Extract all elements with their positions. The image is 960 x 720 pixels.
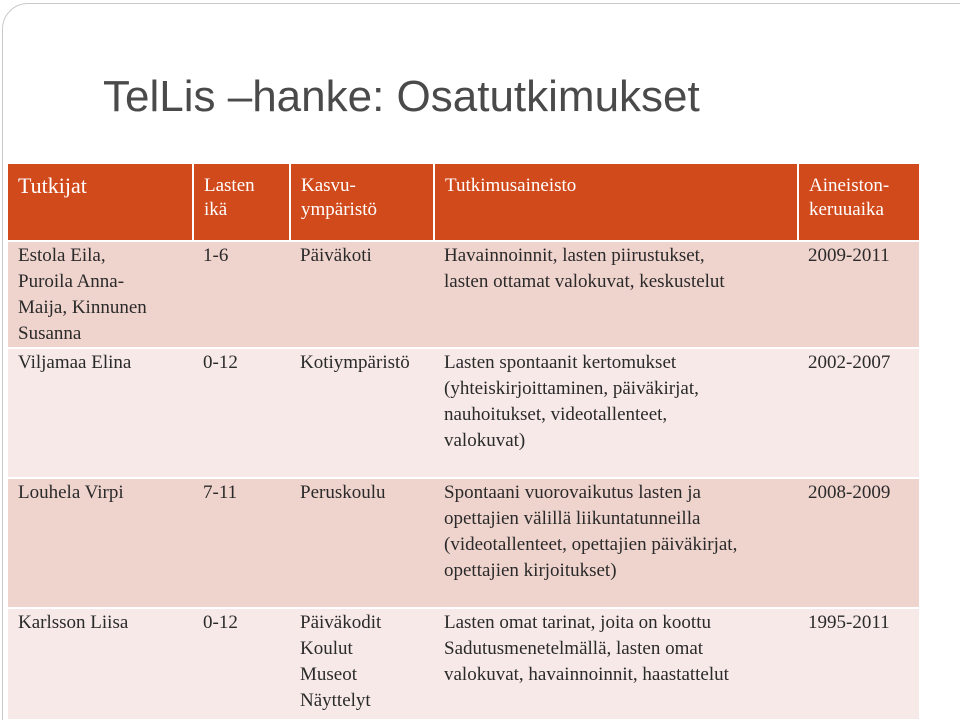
header-environment: Kasvu- ympäristö (290, 164, 434, 241)
cell-researchers: Estola Eila, Puroila Anna- Maija, Kinnunen Susanna (8, 241, 193, 348)
table-row (8, 478, 919, 608)
cell-environment: Peruskoulu (290, 478, 434, 608)
cell-age: 0-12 (193, 608, 290, 720)
cell-age: 1-6 (193, 241, 290, 348)
cell-material: Lasten omat tarinat, joita on koottu Sadutusmenetelmällä, lasten omat valokuvat, havainnoinnit, haastattelut (434, 608, 798, 720)
cell-age: 7-11 (193, 478, 290, 608)
cell-researchers: Louhela Virpi (8, 478, 193, 608)
table-header-row (8, 164, 919, 241)
cell-researchers: Karlsson Liisa (8, 608, 193, 720)
cell-environment: Päiväkodit Koulut Museot Näyttelyt (290, 608, 434, 720)
cell-age: 0-12 (193, 348, 290, 478)
cell-environment: Kotiympäristö (290, 348, 434, 478)
cell-collection-time: 2002-2007 (798, 348, 919, 478)
cell-researchers: Viljamaa Elina (8, 348, 193, 478)
research-table (8, 164, 919, 720)
cell-material: Havainnoinnit, lasten piirustukset, lasten ottamat valokuvat, keskustelut (434, 241, 798, 348)
table-row (8, 348, 919, 478)
slide-title: TelLis –hanke: Osatutkimukset (103, 72, 700, 121)
table-row (8, 241, 919, 348)
cell-environment: Päiväkoti (290, 241, 434, 348)
cell-collection-time: 1995-2011 (798, 608, 919, 720)
cell-material: Spontaani vuorovaikutus lasten ja opettajien välillä liikuntatunneilla (videotallenteet, opettajien päiväkirjat, opettajien kirjoitukset) (434, 478, 798, 608)
header-collection-time: Aineiston- keruuaika (798, 164, 919, 241)
table-row (8, 608, 919, 720)
header-material: Tutkimusaineisto (434, 164, 798, 241)
cell-collection-time: 2009-2011 (798, 241, 919, 348)
cell-collection-time: 2008-2009 (798, 478, 919, 608)
header-child-age: Lasten ikä (193, 164, 290, 241)
header-researchers: Tutkijat (8, 164, 193, 241)
cell-material: Lasten spontaanit kertomukset (yhteiskirjoittaminen, päiväkirjat, nauhoitukset, videotallenteet, valokuvat) (434, 348, 798, 478)
